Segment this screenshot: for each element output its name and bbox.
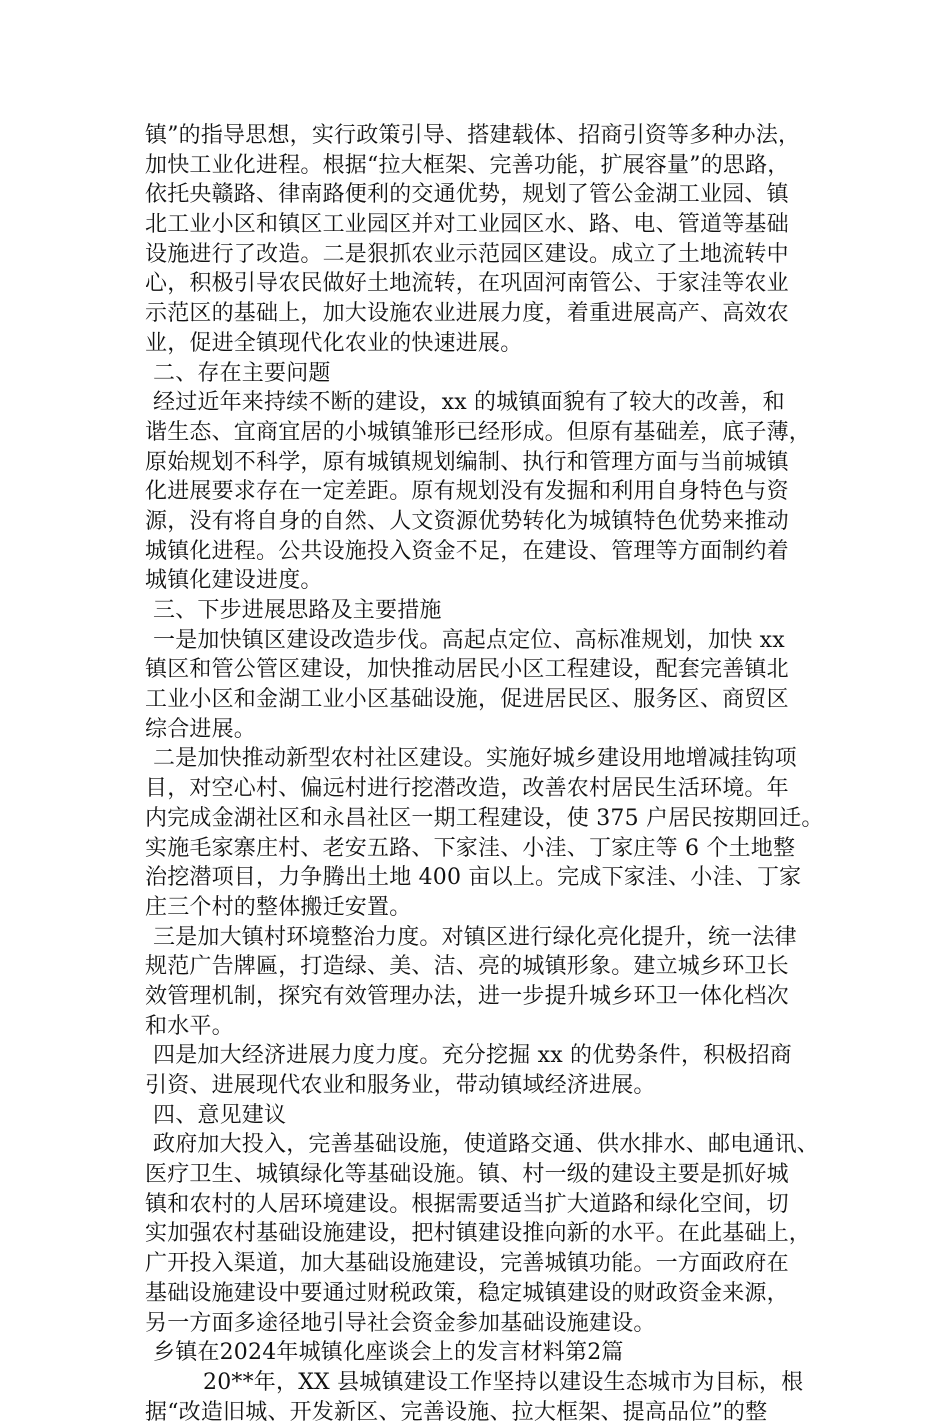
text-line: 化进展要求存在一定差距。原有规划没有发掘和利用自身特色与资 [145,479,789,505]
text-line: 二、存在主要问题 [153,360,331,386]
text-line: 镇”的指导思想，实行政策引导、搭建载体、招商引资等多种办法， [145,123,801,148]
text-line: 镇和农村的人居环境建设。根据需要适当扩大道路和绿化空间，切 [145,1191,789,1217]
text-line: 工业小区和金湖工业小区基础设施，促进居民区、服务区、商贸区 [145,687,789,713]
text-line: 依托央赣路、律南路便利的交通优势，规划了管公金湖工业园、镇 [145,182,789,208]
text-line: 医疗卫生、城镇绿化等基础设施。镇、村一级的建设主要是抓好城 [145,1162,789,1188]
text-line: 四是加大经济进展力度力度。充分挖掘 xx 的优势条件，积极招商 [153,1043,793,1069]
text-line: 心，积极引导农民做好土地流转，在巩固河南管公、于家洼等农业 [145,271,789,297]
text-line: 另一方面多途径地引导社会资金参加基础设施建设。 [145,1310,656,1336]
text-line: 原始规划不科学，原有城镇规划编制、执行和管理方面与当前城镇 [145,449,789,475]
text-line: 目，对空心村、偏远村进行挖潜改造，改善农村居民生活环境。年 [145,776,789,802]
text-line: 城镇化进程。公共设施投入资金不足，在建设、管理等方面制约着 [145,538,789,564]
text-line: 20**年，XX 县城镇建设工作坚持以建设生态城市为目标，根 [203,1369,804,1395]
text-line: 综合进展。 [145,716,257,742]
text-line: 基础设施建设中要通过财税政策，稳定城镇建设的财政资金来源， [145,1280,789,1306]
text-line: 内完成金湖社区和永昌社区一期工程建设，使 375 户居民按期回迁。 [145,805,824,831]
text-line: 二是加快推动新型农村社区建设。实施好城乡建设用地增减挂钩项 [153,746,797,772]
text-line: 实施毛家寨庄村、老安五路、下家洼、小洼、丁家庄等 6 个土地整 [145,835,796,861]
text-line: 据“改造旧城、开发新区、完善设施、拉大框架、提高品位”的整 [145,1399,768,1425]
text-line: 一是加快镇区建设改造步伐。高起点定位、高标准规划，加快 xx [153,627,785,653]
text-line: 城镇化建设进度。 [145,568,323,594]
text-line: 加快工业化进程。根据“拉大框架、完善功能，扩展容量”的思路， [145,152,790,178]
text-line: 谐生态、宜商宜居的小城镇雏形已经形成。但原有基础差，底子薄， [145,419,812,445]
document-page [145,121,825,1427]
text-line: 四、意见建议 [153,1102,287,1128]
text-line: 效管理机制，探究有效管理办法，进一步提升城乡环卫一体化档次 [145,983,789,1009]
text-line: 政府加大投入，完善基础设施，使道路交通、供水排水、邮电通讯、 [153,1132,820,1158]
text-line: 规范广告牌匾，打造绿、美、洁、亮的城镇形象。建立城乡环卫长 [145,954,789,980]
text-line: 三是加大镇村环境整治力度。对镇区进行绿化亮化提升，统一法律 [153,924,797,950]
text-line: 庄三个村的整体搬迁安置。 [145,894,412,920]
text-line: 引资、进展现代农业和服务业，带动镇域经济进展。 [145,1073,656,1098]
text-line: 业，促进全镇现代化农业的快速进展。 [145,330,523,356]
text-line: 三、下步进展思路及主要措施 [153,598,442,623]
text-line: 实加强农村基础设施建设，把村镇建设推向新的水平。在此基础上， [145,1221,812,1247]
text-line: 示范区的基础上，加大设施农业进展力度，着重进展高产、高效农 [145,301,789,327]
text-line: 北工业小区和镇区工业园区并对工业园区水、路、电、管道等基础 [145,212,789,238]
text-line: 源，没有将自身的自然、人文资源优势转化为城镇特色优势来推动 [145,508,789,534]
text-line: 广开投入渠道，加大基础设施建设，完善城镇功能。一方面政府在 [145,1251,789,1277]
text-line: 设施进行了改造。二是狠抓农业示范园区建设。成立了土地流转中 [145,241,789,267]
text-line: 乡镇在2024年城镇化座谈会上的发言材料第2篇 [153,1340,624,1366]
text-line: 镇区和管公管区建设，加快推动居民小区工程建设，配套完善镇北 [145,657,789,683]
text-line: 和水平。 [145,1013,234,1039]
text-line: 治挖潜项目，力争腾出土地 400 亩以上。完成下家洼、小洼、丁家 [145,865,802,891]
text-line: 经过近年来持续不断的建设，xx 的城镇面貌有了较大的改善，和 [153,390,785,416]
